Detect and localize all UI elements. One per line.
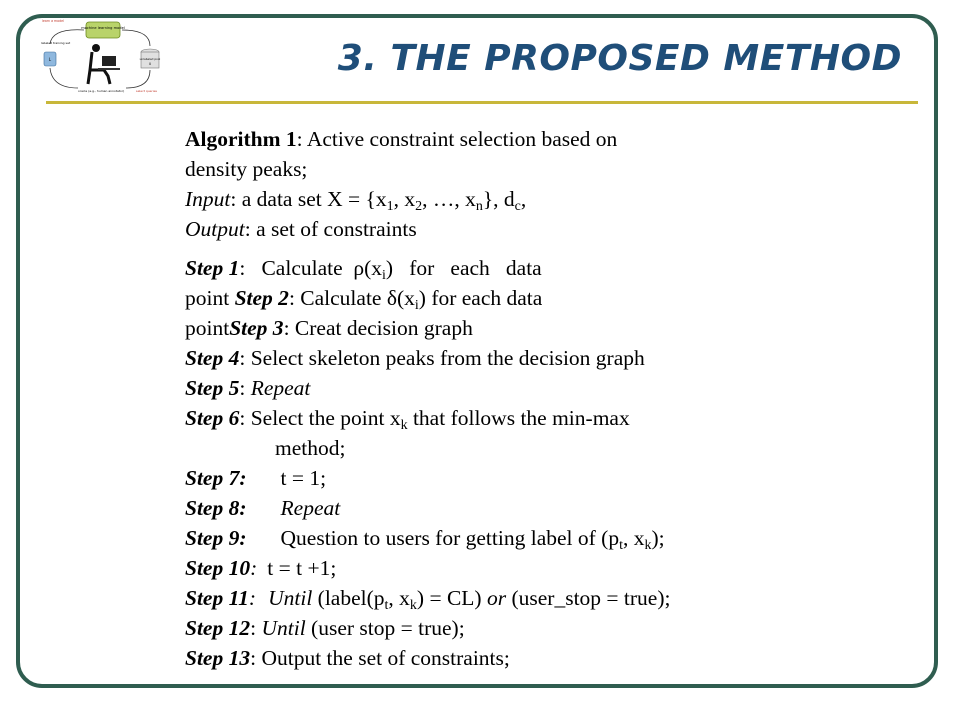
step-13: Step 13: Output the set of constraints;	[185, 646, 510, 670]
step-7: Step 7: t = 1;	[185, 466, 327, 490]
algorithm-header: Algorithm 1: Active constraint selection based on	[185, 127, 618, 151]
step-5: Step 5: Repeat	[185, 376, 311, 400]
step-8: Step 8: Repeat	[185, 496, 341, 520]
step-3: pointStep 3: Creat decision graph	[185, 316, 473, 340]
labeled-set-text: labeled training set	[41, 41, 71, 45]
arrow-top-right	[122, 30, 150, 46]
step-1: Step 1: Calculate $\rho(x_i)$ for each data	[185, 256, 542, 283]
arrow-bottom-left	[50, 68, 78, 88]
train-model-text: learn a model	[42, 19, 64, 23]
step-12: Step 12: Until (user stop = true);	[185, 616, 465, 640]
algorithm-output: Output: a set of constraints	[185, 217, 417, 241]
oracle-text: oracle (e.g., human annotator)	[78, 89, 125, 93]
step-10: Step 10: t = t +1;	[185, 556, 337, 580]
title-underline	[46, 101, 918, 104]
algorithm-header-cont: density peaks;	[185, 157, 308, 181]
labeled-set-symbol: L	[48, 57, 52, 62]
algorithm-input: Input: a data set $X = \{x_1$, $x_2$, …, $x_n$}, $d_c$,	[185, 187, 527, 214]
unlabeled-pool-text: unlabeled pool	[139, 57, 161, 61]
arrow-bottom-right	[126, 70, 150, 88]
annotator-monitor	[102, 56, 116, 66]
annotator-head	[92, 44, 100, 52]
annotator-desk	[98, 68, 120, 70]
step-2: point Step 2: Calculate $\delta(x_i)$ for each data	[185, 286, 543, 313]
step-9: Step 9: Question to users for getting label of ($p_t$, $x_k$);	[185, 526, 665, 553]
step-4: Step 4: Select skeleton peaks from the decision graph	[185, 346, 645, 370]
ml-model-text: machine learning model	[81, 26, 125, 30]
step-11: Step 11: Until ($label(p_t$, $x_k) = CL$) or (user_stop = true);	[185, 586, 671, 613]
active-learning-cycle-logo	[38, 18, 166, 94]
step-6: Step 6: Select the point $x_k$ that follows the min-max	[185, 406, 630, 433]
ml-model-box	[86, 22, 120, 38]
select-queries-text: select queries	[136, 89, 157, 93]
slide-title: 3. THE PROPOSED METHOD	[337, 38, 902, 79]
algorithm-box	[185, 124, 825, 673]
step-6-cont: method;	[275, 436, 346, 460]
unlabeled-symbol: U	[148, 62, 152, 66]
